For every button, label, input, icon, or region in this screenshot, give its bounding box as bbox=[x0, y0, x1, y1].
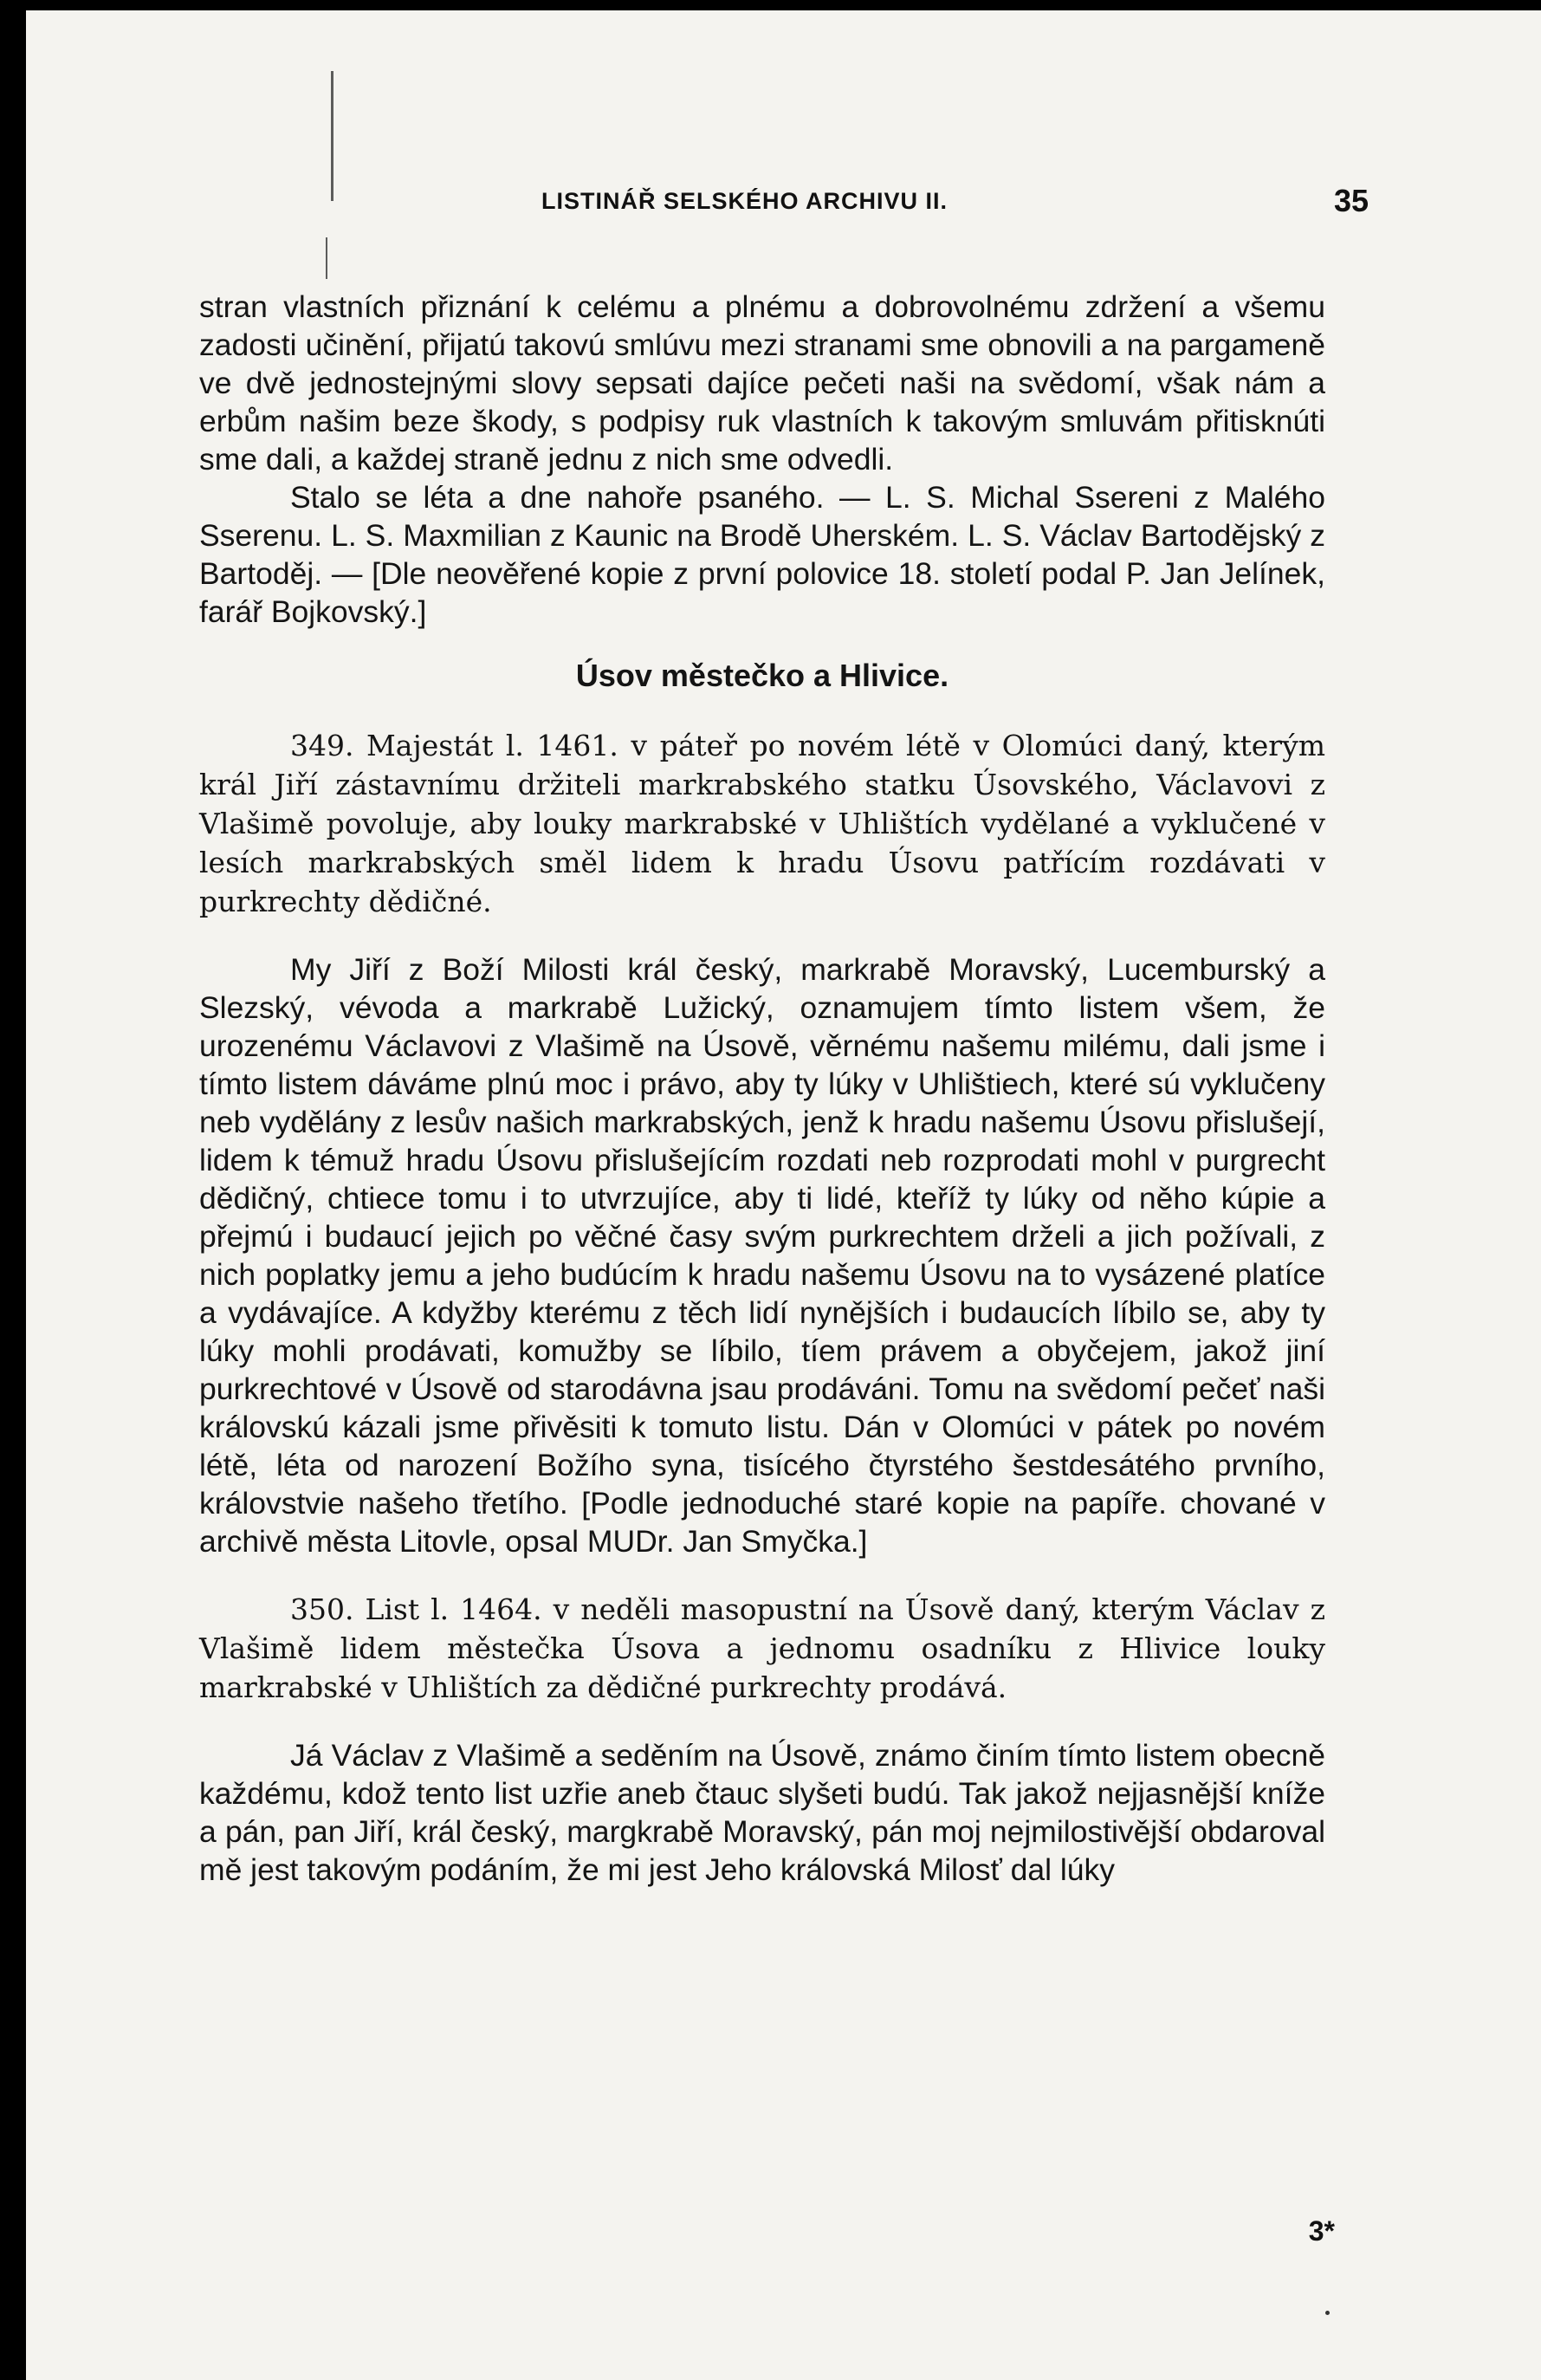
scan-speck bbox=[1325, 2311, 1330, 2315]
scan-artifact-line bbox=[331, 71, 333, 201]
running-head: LISTINÁŘ SELSKÉHO ARCHIVU II. bbox=[541, 188, 949, 214]
body-paragraph: stran vlastních přiznání k celému a plnému a dobrovolnému zdržení a všemu zadosti učinění, přijatú takovú smlúvu mezi stranami sme obnovili a na pargameně ve dvě jednostejnými slovy sepsati dajíce pečeti naši na svědomí, však nám a erbům našim beze škody, s podpisy ruk vlastních k takovým smluvám přitisknúti sme dali, a každej straně jednu z nich sme odvedli. bbox=[199, 289, 1325, 477]
signature-mark: 3* bbox=[1308, 2215, 1335, 2247]
scan-artifact-line bbox=[326, 237, 327, 279]
body-paragraph: Stalo se léta a dne nahoře psaného. — L. S. Michal Ssereni z Malého Sserenu. L. S. Maxmilian z Kaunic na Brodě Uherském. L. S. Václav Bartodějský z Bartoděj. — [Dle neověřené kopie z první polovice 18. století podal P. Jan Jelínek, farář Bojkovský.] bbox=[199, 480, 1325, 629]
scanned-page bbox=[26, 10, 1541, 2380]
charter-text-350: Já Václav z Vlašimě a seděním na Úsově, známo činím tímto listem obecně každému, kdož tento list uzřie aneb čtauc slyšeti budú. Tak jakož nejjasnější kníže a pán, pan Jiří, král český, margkrabě Moravský, pán moj nejmilostivější obdaroval mě jest takovým podáním, že mi jest Jeho královská Milosť dal lúky bbox=[199, 1738, 1325, 1887]
page-body bbox=[199, 288, 1325, 1889]
entry-summary-350: 350. List l. 1464. v neděli masopustní na Úsově daný, kterým Václav z Vlašimě lidem městečka Úsova a jednomu osadníku z Hlivice louky markrabské v Uhlištích za dědičné purkrechty prodává. bbox=[199, 1592, 1325, 1704]
charter-text-349: My Jiří z Boží Milosti král český, markrabě Moravský, Lucemburský a Slezský, vévoda a markrabě Lužický, oznamujem tímto listem všem, že urozenému Václavovi z Vlašimě na Úsově, věrnému našemu milému, dali jsme i tímto listem dáváme plnú moc i právo, aby ty lúky v Uhlištiech, které sú vyklučeny neb vydělány z lesův našich markrabských, jenž k hradu našemu Úsovu přislušejí, lidem k témuž hradu Úsovu přislušejícím rozdati neb rozprodati mohl v purgrecht dědičný, chtiece tomu i to utvrzujíce, aby ti lidé, kteříž ty lúky od něho kúpie a přejmú i budaucí jejich po věčné časy svým purkrechtem drželi a jich požívali, z nich poplatky jemu a jeho budúcím k hradu našemu Úsovu na to vysázené platíce a vydávajíce. A kdyžby kterému z těch lidí nynějších i budaucích líbilo se, aby ty lúky mohli prodávati, komužby se líbilo, tíem právem a obyčejem, jakož jiní purkrechtové v Úsově od starodávna jsau prodáváni. Tomu na svědomí pečeť naši královskú kázali jsme přivěsiti k tomuto listu. Dán v Olomúci v pátek po novém létě, léta od narození Božího syna, tisícého čtyrstého šestdesátého prvního, královstvie našeho třetího. [Podle jednoduché staré kopie na papíře. chované v archivě města Litovle, opsal MUDr. Jan Smyčka.] bbox=[199, 952, 1325, 1559]
section-heading: Úsov městečko a Hlivice. bbox=[575, 658, 949, 693]
page-number: 35 bbox=[1333, 183, 1369, 218]
entry-summary-349: 349. Majestát l. 1461. v páteř po novém létě v Olomúci daný, kterým král Jiří zástavnímu držiteli markrabského statku Úsovského, Václavovi z Vlašimě povoluje, aby louky markrabské v Uhlištích vydělané a vyklučené v lesích markrabských směl lidem k hradu Úsovu patřícím rozdávati v purkrechty dědičné. bbox=[199, 729, 1325, 918]
